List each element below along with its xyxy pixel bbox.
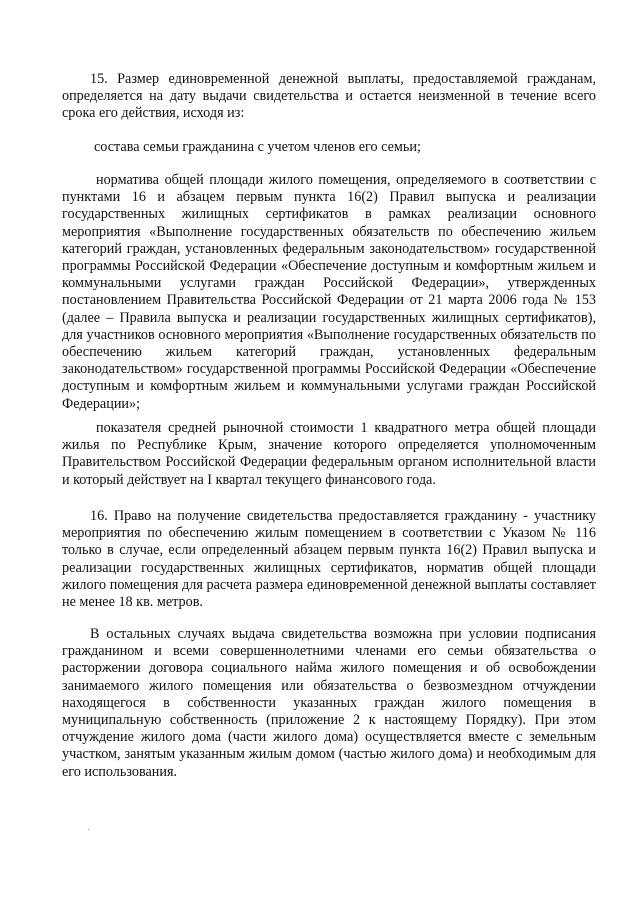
paragraph-family-composition: состава семьи гражданина с учетом членов его семьи; <box>94 139 421 155</box>
paragraph-housing-area-norm: норматива общей площади жилого помещения, определяемого в соответствии с пунктами 16 и абзацем первым пункта 16(2) Правил выпуска и реализации государственных жилищных сертификатов в рамках реализации основного мероприятия «Выполнение государственных обязательств по обеспечению жильем категорий граждан, установленных федеральным законодательством» государственной программы Российской Федерации «Обеспечение доступным и комфортным жильем и коммунальными услугами граждан Российской Федерации», утвержденных постановлением Правительства Российской Федерации от 21 марта 2006 года № 153 (далее – Правила выпуска и реализации государственных жилищных сертификатов), для участников основного мероприятия «Выполнение государственных обязательств по обеспечению жильем категорий граждан, установленных федеральным законодательством» государственной программы Российской Федерации «Обеспечение доступным и комфортным жильем и коммунальными услугами граждан Российской Федерации»; <box>62 172 596 412</box>
paragraph-item-15: 15. Размер единовременной денежной выплаты, предоставляемой гражданам, определяется на дату выдачи свидетельства и остается неизменной в течение всего срока его действия, исходя из: <box>62 71 596 122</box>
paragraph-item-16: 16. Право на получение свидетельства предоставляется гражданину - участнику мероприятия по обеспечению жилым помещением в соответствии с Указом № 116 только в случае, если определенный абзацем первым пункта 16(2) Правил выпуска и реализации государственных жилищных сертификатов, норматив общей площади жилого помещения для расчета размера единовременной денежной выплаты составляет не менее 18 кв. метров. <box>62 508 596 611</box>
paragraph-market-price-indicator: показателя средней рыночной стоимости 1 квадратного метра общей площади жилья по Республике Крым, значение которого определяется уполномоченным Правительством Российской Федерации федеральным органом исполнительной власти и который действует на I квартал текущего финансового года. <box>62 420 596 488</box>
scan-speck <box>88 829 89 830</box>
paragraph-other-cases: В остальных случаях выдача свидетельства возможна при условии подписания гражданином и всеми совершеннолетними членами его семьи обязательства о расторжении договора социального найма жилого помещения и об освобождении занимаемого жилого помещения или обязательства о безвозмездном отчуждении находящегося в собственности указанных граждан жилого помещения в муниципальную собственность (приложение 2 к настоящему Порядку). При этом отчуждение жилого дома (части жилого дома) осуществляется вместе с земельным участком, занятым указанным жилым домом (частью жилого дома) и необходимым для его использования. <box>62 626 596 780</box>
